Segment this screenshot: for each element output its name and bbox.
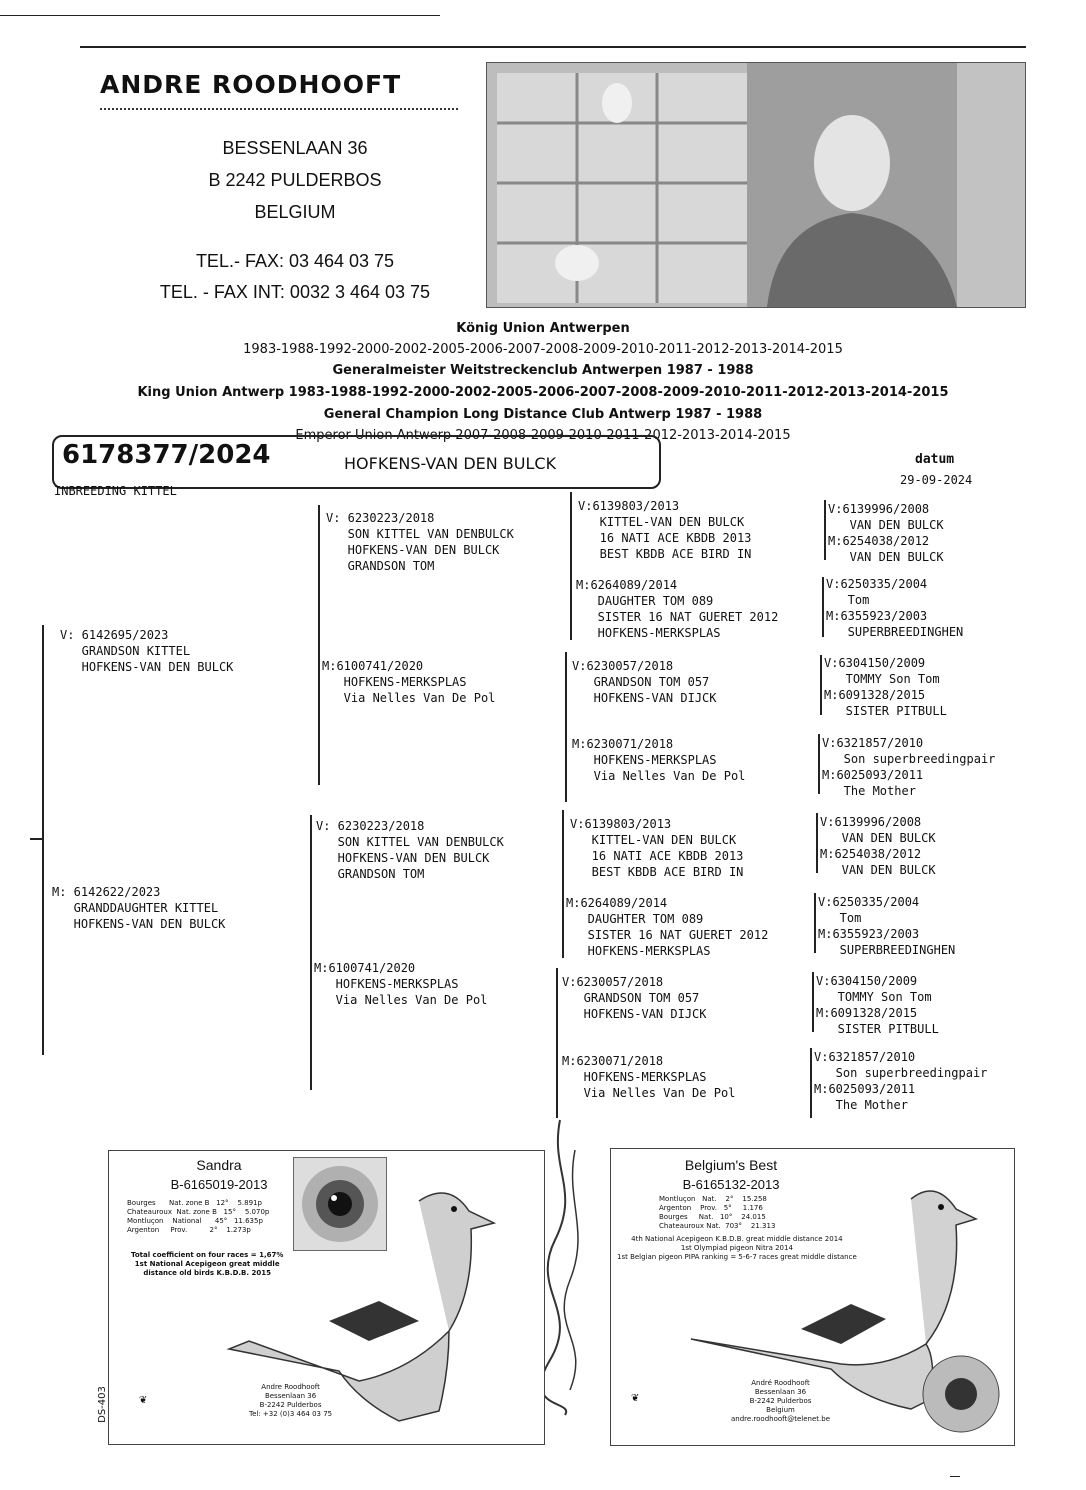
ring-number: 6178377/2024 (62, 440, 271, 470)
pedigree-mmm: M:6230071/2018 HOFKENS-MERKSPLAS Via Nelles Van De Pol (562, 1054, 736, 1100)
pedigree-g5: V:6139996/2008 VAN DEN BULCK M:6254038/2012 VAN DEN BULCK (820, 815, 936, 877)
pedigree-fmm: M:6230071/2018 HOFKENS-MERKSPLAS Via Nelles Van De Pol (572, 737, 746, 783)
header-rule (80, 46, 1026, 48)
datum-label: datum (915, 452, 955, 467)
bracket-mmf (556, 968, 558, 1118)
bracket-g6 (814, 893, 816, 953)
card-sandra-logo-icon: ❦ (139, 1395, 148, 1406)
card-belgiums-best-footer: André Roodhooft Bessenlaan 36 B-2242 Pulderbos Belgium andre.roodhooft@telenet.be (731, 1379, 831, 1423)
date: 29-09-2024 (900, 473, 973, 487)
card-sandra (108, 1150, 545, 1445)
pedigree-father: V: 6142695/2023 GRANDSON KITTEL HOFKENS-VAN DEN BULCK (60, 628, 234, 674)
loft-photo-illustration (487, 63, 1025, 307)
card-sandra-name: Sandra (196, 1157, 242, 1173)
city: B 2242 PULDERBOS (208, 170, 382, 190)
card-belgiums-best-name: Belgium's Best (684, 1157, 778, 1173)
pedigree-fm: M:6100741/2020 HOFKENS-MERKSPLAS Via Nelles Van De Pol (322, 659, 496, 705)
title-koenig-union: König Union Antwerpen (456, 321, 630, 336)
card-sandra-footer: Andre Roodhooft Bessenlaan 36 B-2242 Pulderbos Tel: +32 (0)3 464 03 75 (249, 1383, 333, 1418)
name-underline (100, 108, 458, 110)
pedigree-mfm: M:6264089/2014 DAUGHTER TOM 089 SISTER 16 NAT GUERET 2012 HOFKENS-MERKSPLAS (566, 896, 769, 958)
pedigree-mother: M: 6142622/2023 GRANDDAUGHTER KITTEL HOFKENS-VAN DEN BULCK (52, 885, 226, 931)
bracket-g2 (822, 577, 824, 637)
pigeon-belgiums-best-icon (671, 1169, 1011, 1439)
breeder-photo (486, 62, 1026, 308)
pedigree-g1: V:6139996/2008 VAN DEN BULCK M:6254038/2012 VAN DEN BULCK (828, 502, 944, 564)
card-sandra-note: Total coefficient on four races = 1,67% 1st National Acepigeon great middle distance old birds K.B.D.B. 2015 (131, 1251, 284, 1277)
title-generalmeister: Generalmeister Weitstreckenclub Antwerpen 1987 - 1988 (332, 363, 754, 378)
top-rule (0, 15, 440, 16)
card-belgiums-best-ring: B-6165132-2013 (682, 1177, 780, 1192)
bracket-fmf (565, 652, 567, 802)
title-general-champion: General Champion Long Distance Club Antwerp 1987 - 1988 (323, 407, 763, 422)
pedigree-ffm: M:6264089/2014 DAUGHTER TOM 089 SISTER 16 NAT GUERET 2012 HOFKENS-MERKSPLAS (576, 578, 779, 640)
pedigree-fmf: V:6230057/2018 GRANDSON TOM 057 HOFKENS-VAN DIJCK (572, 659, 717, 705)
card-belgiums-best-logo-icon: ❦ (631, 1393, 640, 1404)
country: BELGIUM (254, 202, 336, 222)
pedigree-mf: V: 6230223/2018 SON KITTEL VAN DENBULCK HOFKENS-VAN DEN BULCK GRANDSON TOM (316, 819, 504, 881)
title-years: 1983-1988-1992-2000-2002-2005-2006-2007-2008-2009-2010-2011-2012-2013-2014-2015 (243, 342, 843, 357)
title-emperor-union: Emperor Union Antwerp 2007-2008-2009-2010-2011-2012-2013-2014-2015 (295, 428, 791, 443)
title-king-union: King Union Antwerp 1983-1988-1992-2000-2002-2005-2006-2007-2008-2009-2010-2011-2012-2013-2014-2015 (137, 385, 949, 400)
bracket-gen1 (42, 625, 44, 1055)
inbreeding-note: INBREEDING KITTEL (54, 484, 177, 498)
pedigree-g6: V:6250335/2004 Tom M:6355923/2003 SUPERBREEDINGHEN (818, 895, 956, 957)
pedigree-g2: V:6250335/2004 Tom M:6355923/2003 SUPERBREEDINGHEN (826, 577, 964, 639)
bottom-mark (950, 1476, 960, 1477)
owner-name: HOFKENS-VAN DEN BULCK (344, 454, 557, 473)
pedigree-mm: M:6100741/2020 HOFKENS-MERKSPLAS Via Nelles Van De Pol (314, 961, 488, 1007)
bracket-fff (570, 492, 572, 640)
card-belgiums-best (610, 1148, 1015, 1446)
pedigree-g3: V:6304150/2009 TOMMY Son Tom M:6091328/2015 SISTER PITBULL (824, 656, 947, 718)
pedigree-fff: V:6139803/2013 KITTEL-VAN DEN BULCK 16 NATI ACE KBDB 2013 BEST KBDB ACE BIRD IN (578, 499, 752, 561)
bracket-g4 (818, 734, 820, 794)
bracket-g5 (816, 813, 818, 873)
bracket-mff (562, 810, 564, 958)
card-belgiums-best-note: 4th National Acepigeon K.B.D.B. great middle distance 2014 1st Olympiad pigeon Nitra 2014 1st Belgian pigeon PIPA ranking = 5-6-7 races great middle distance (617, 1235, 857, 1261)
pedigree-mmf: V:6230057/2018 GRANDSON TOM 057 HOFKENS-VAN DIJCK (562, 975, 707, 1021)
breeder-name: ANDRE ROODHOOFT (100, 70, 402, 99)
card-belgiums-best-results: Montluçon Nat. 2° 15.258 Argenton Prov. 5° 1.176 Bourges Nat. 10° 24.015 Chateauroux Nat. 703° 21.313 (659, 1195, 776, 1230)
pedigree-g8: V:6321857/2010 Son superbreedingpair M:6025093/2011 The Mother (814, 1050, 988, 1112)
bracket-g3 (820, 655, 822, 715)
bracket-gen1-tick (30, 838, 44, 840)
side-code: DS-403 (96, 1386, 108, 1423)
card-sandra-ring: B-6165019-2013 (170, 1177, 268, 1192)
pedigree-ff: V: 6230223/2018 SON KITTEL VAN DENBULCK HOFKENS-VAN DEN BULCK GRANDSON TOM (326, 511, 514, 573)
street: BESSENLAAN 36 (222, 138, 368, 158)
pedigree-g7: V:6304150/2009 TOMMY Son Tom M:6091328/2015 SISTER PITBULL (816, 974, 939, 1036)
bracket-ff (318, 505, 320, 785)
pedigree-mff: V:6139803/2013 KITTEL-VAN DEN BULCK 16 NATI ACE KBDB 2013 BEST KBDB ACE BIRD IN (570, 817, 744, 879)
phone-international: TEL. - FAX INT: 0032 3 464 03 75 (159, 282, 431, 302)
card-sandra-results: Bourges Nat. zone B 12° 5.891p Chateauroux Nat. zone B 15° 5.070p Montluçon National 45° 11.635p Argenton Prov. 2° 1.273p (127, 1199, 270, 1234)
bracket-g7 (812, 972, 814, 1032)
pedigree-g4: V:6321857/2010 Son superbreedingpair M:6025093/2011 The Mother (822, 736, 996, 798)
bracket-g1 (824, 500, 826, 560)
bracket-g8 (810, 1048, 812, 1118)
bracket-mf (310, 815, 312, 1090)
phone: TEL.- FAX: 03 464 03 75 (195, 251, 395, 271)
